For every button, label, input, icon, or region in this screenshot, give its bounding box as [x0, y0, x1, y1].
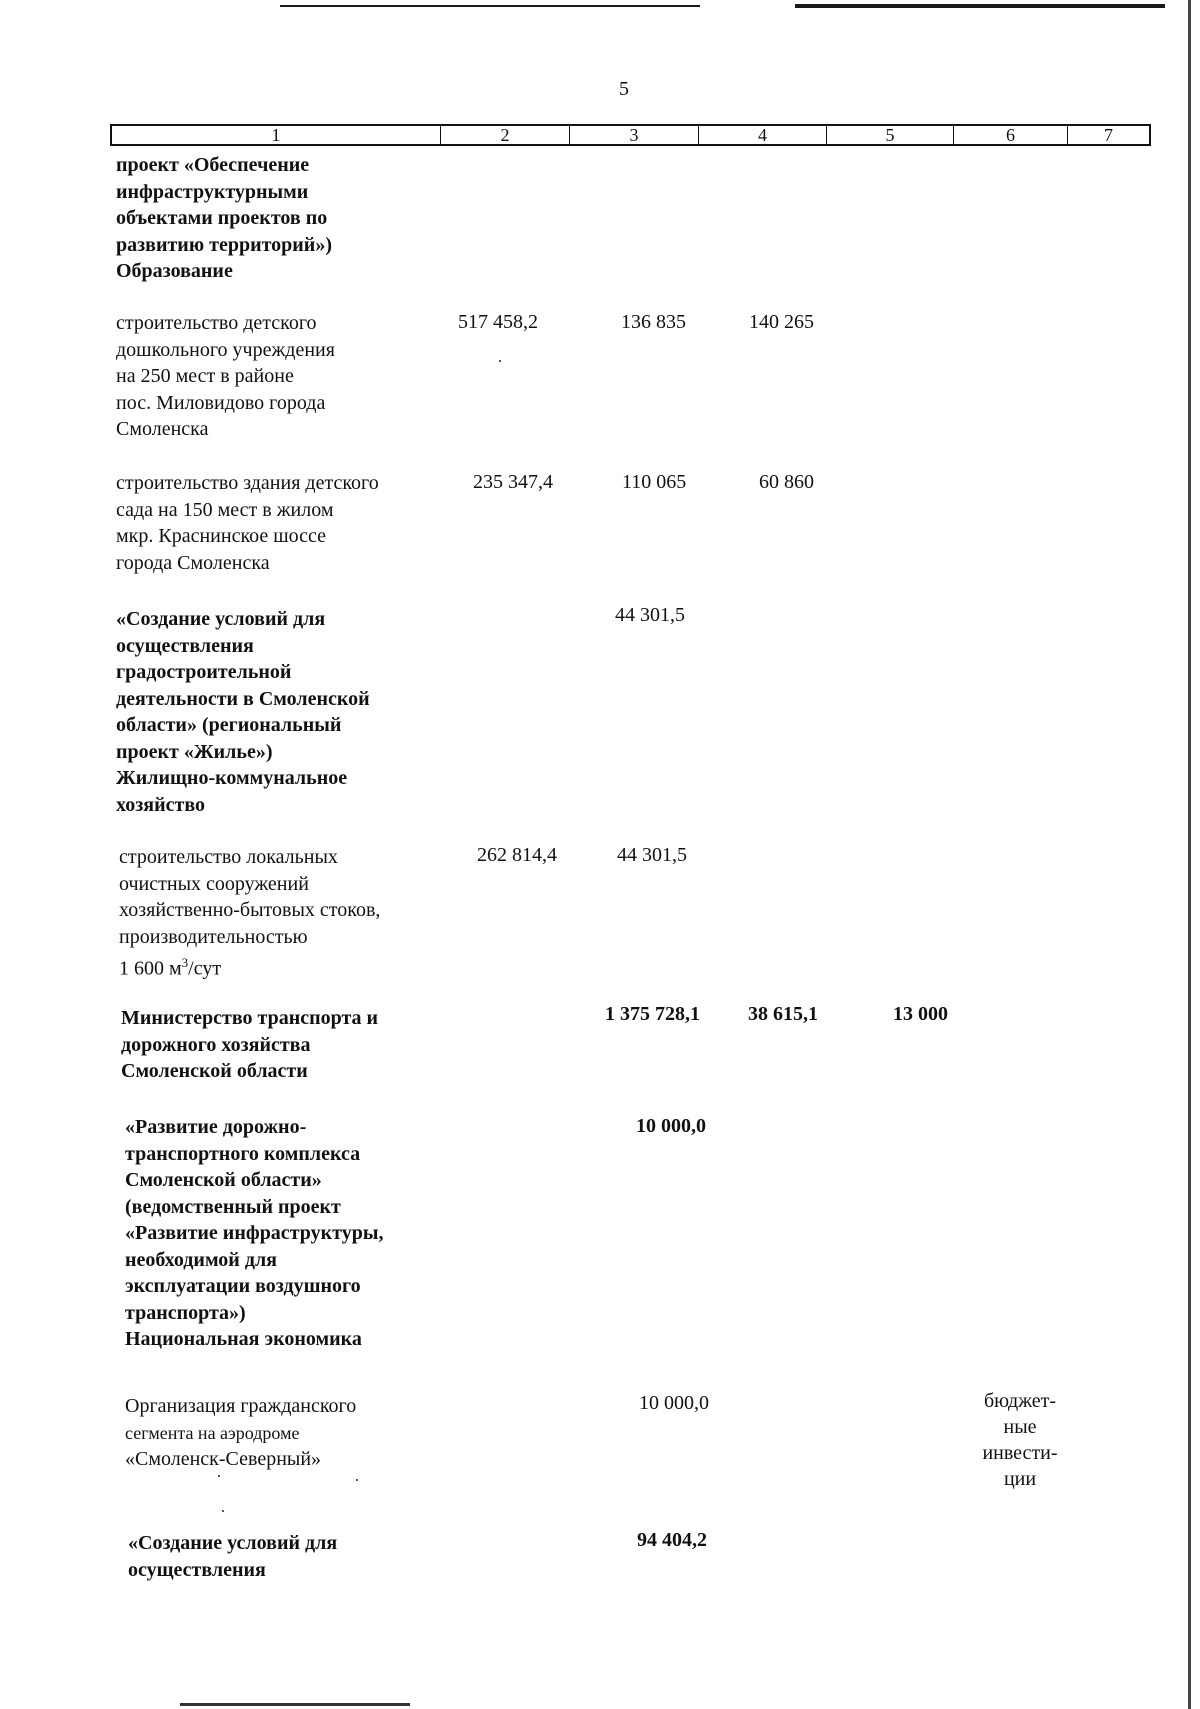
row-3-line-4: области» (региональный — [116, 714, 342, 736]
row-8-line-0: «Создание условий для — [128, 1532, 338, 1554]
row-3-line-2: градостроительной — [116, 661, 292, 683]
row-4-line-0: строительство локальных — [119, 846, 338, 868]
row-0-line-0: проект «Обеспечение — [116, 154, 310, 176]
row-1-col-3-value: 136 835 — [621, 311, 686, 333]
row-5-col-4-value: 38 615,1 — [748, 1003, 818, 1025]
row-2-line-0: строительство здания детского — [116, 472, 379, 494]
row-3-line-3: деятельности в Смоленской — [116, 687, 370, 710]
row-0-line-3: развитию территорий») — [116, 233, 332, 256]
row-8-line-1: осуществления — [128, 1558, 266, 1581]
scan-speck — [356, 1479, 358, 1481]
table-row-3-description — [116, 606, 436, 818]
row-3-col-3-value: 44 301,5 — [615, 604, 685, 626]
row-2-line-2: мкр. Краснинское шоссе — [116, 525, 327, 547]
row-0-line-4: Образование — [116, 260, 233, 282]
table-row-8-description — [128, 1530, 448, 1583]
row-3-line-1: осуществления — [116, 634, 254, 657]
row-7-note-line-3: ции — [1003, 1468, 1037, 1490]
row-4-col-3-value: 44 301,5 — [617, 844, 687, 866]
row-0-line-2: объектами проектов по — [116, 207, 328, 229]
row-4-line-3: производительностью — [119, 925, 308, 948]
row-1-col-4-value: 140 265 — [749, 311, 814, 333]
header-col-1: 1 — [112, 126, 441, 144]
row-1-line-1: дошкольного учреждения — [116, 338, 335, 361]
row-7-col-3-value: 10 000,0 — [639, 1392, 709, 1414]
header-col-7: 7 — [1104, 125, 1113, 145]
row-1-col-2-value: 517 458,2 — [458, 311, 538, 333]
table-header — [110, 124, 1151, 146]
row-2-col-4-value: 60 860 — [759, 471, 814, 493]
row-6-line-2: Смоленской области» — [125, 1169, 322, 1191]
row-4-line-2: хозяйственно-бытовых стоков, — [119, 899, 381, 921]
header-col-6: 6 — [954, 126, 1068, 144]
row-5-line-0: Министерство транспорта и — [121, 1007, 379, 1029]
table-row-6-description — [125, 1114, 445, 1353]
row-6-line-7: транспорта») — [125, 1301, 246, 1324]
row-4-line-1: очистных сооружений — [119, 872, 309, 895]
row-1-line-0: строительство детского — [116, 312, 317, 334]
row-1-line-4: Смоленска — [116, 418, 209, 440]
row-6-line-8: Национальная экономика — [125, 1328, 362, 1350]
row-7-note-line-0: бюджет- — [983, 1390, 1057, 1412]
row-6-line-1: транспортного комплекса — [125, 1142, 361, 1165]
row-6-line-3: (ведомственный проект — [125, 1195, 341, 1218]
row-3-line-7: хозяйство — [116, 793, 205, 816]
scan-line-top-left — [280, 5, 700, 7]
table-row-2-description — [116, 470, 436, 576]
row-7-line-1: сегмента на аэродроме — [125, 1422, 300, 1443]
row-6-col-3-value: 10 000,0 — [636, 1115, 706, 1137]
row-5-col-3-value: 1 375 728,1 — [605, 1003, 700, 1025]
row-7-col-6-note — [965, 1388, 1075, 1492]
row-7-line-2: «Смоленск-Северный» — [125, 1448, 322, 1470]
header-col-5: 5 — [827, 126, 954, 144]
scan-speck — [222, 1510, 224, 1512]
header-col-3: 3 — [570, 126, 699, 144]
row-4-line-4 — [119, 950, 439, 982]
row-0-line-1: инфраструктурными — [116, 180, 309, 203]
row-8-col-3-value: 94 404,2 — [637, 1529, 707, 1551]
table-row-5-description — [121, 1005, 441, 1085]
row-4-col-2-value: 262 814,4 — [477, 844, 557, 866]
scan-line-right-edge — [1188, 0, 1191, 1709]
row-4-capacity-prefix: 1 600 м — [119, 957, 182, 980]
row-7-note-line-1: ные — [1003, 1416, 1037, 1438]
row-6-line-0: «Развитие дорожно- — [125, 1116, 307, 1138]
row-6-line-5: необходимой для — [125, 1248, 277, 1271]
row-4-capacity-suffix: /сут — [188, 957, 222, 980]
header-col-2: 2 — [441, 126, 570, 144]
row-7-note-line-2: инвести- — [982, 1442, 1058, 1464]
table-row-4-description — [119, 844, 439, 982]
scan-line-bottom — [180, 1703, 410, 1706]
row-1-line-3: пос. Миловидово города — [116, 391, 326, 414]
table-row-7-description — [125, 1393, 445, 1473]
row-2-col-2-value: 235 347,4 — [473, 471, 553, 493]
table-row-1-description — [116, 310, 436, 443]
row-4-capacity-superscript: 3 — [181, 955, 189, 970]
row-2-line-1: сада на 150 мест в жилом — [116, 498, 334, 521]
row-2-line-3: города Смоленска — [116, 551, 270, 574]
row-7-line-0: Организация гражданского — [125, 1395, 357, 1417]
row-5-line-1: дорожного хозяйства — [121, 1033, 311, 1056]
row-6-line-4: «Развитие инфраструктуры, — [125, 1222, 384, 1244]
row-5-line-2: Смоленской области — [121, 1060, 308, 1082]
row-3-line-5: проект «Жилье») — [116, 740, 273, 763]
row-6-line-6: эксплуатации воздушного — [125, 1275, 361, 1297]
row-5-col-5-value: 13 000 — [893, 1003, 948, 1025]
row-2-col-3-value: 110 065 — [622, 471, 687, 493]
row-1-line-2: на 250 мест в районе — [116, 365, 294, 387]
scan-speck — [218, 1475, 220, 1477]
table-row-0-description — [116, 152, 436, 285]
scan-line-top-right — [795, 4, 1165, 8]
page-number: 5 — [619, 78, 629, 100]
row-3-line-0: «Создание условий для — [116, 608, 326, 630]
row-3-line-6: Жилищно-коммунальное — [116, 767, 348, 789]
header-col-4: 4 — [699, 126, 827, 144]
scan-speck — [499, 360, 501, 362]
